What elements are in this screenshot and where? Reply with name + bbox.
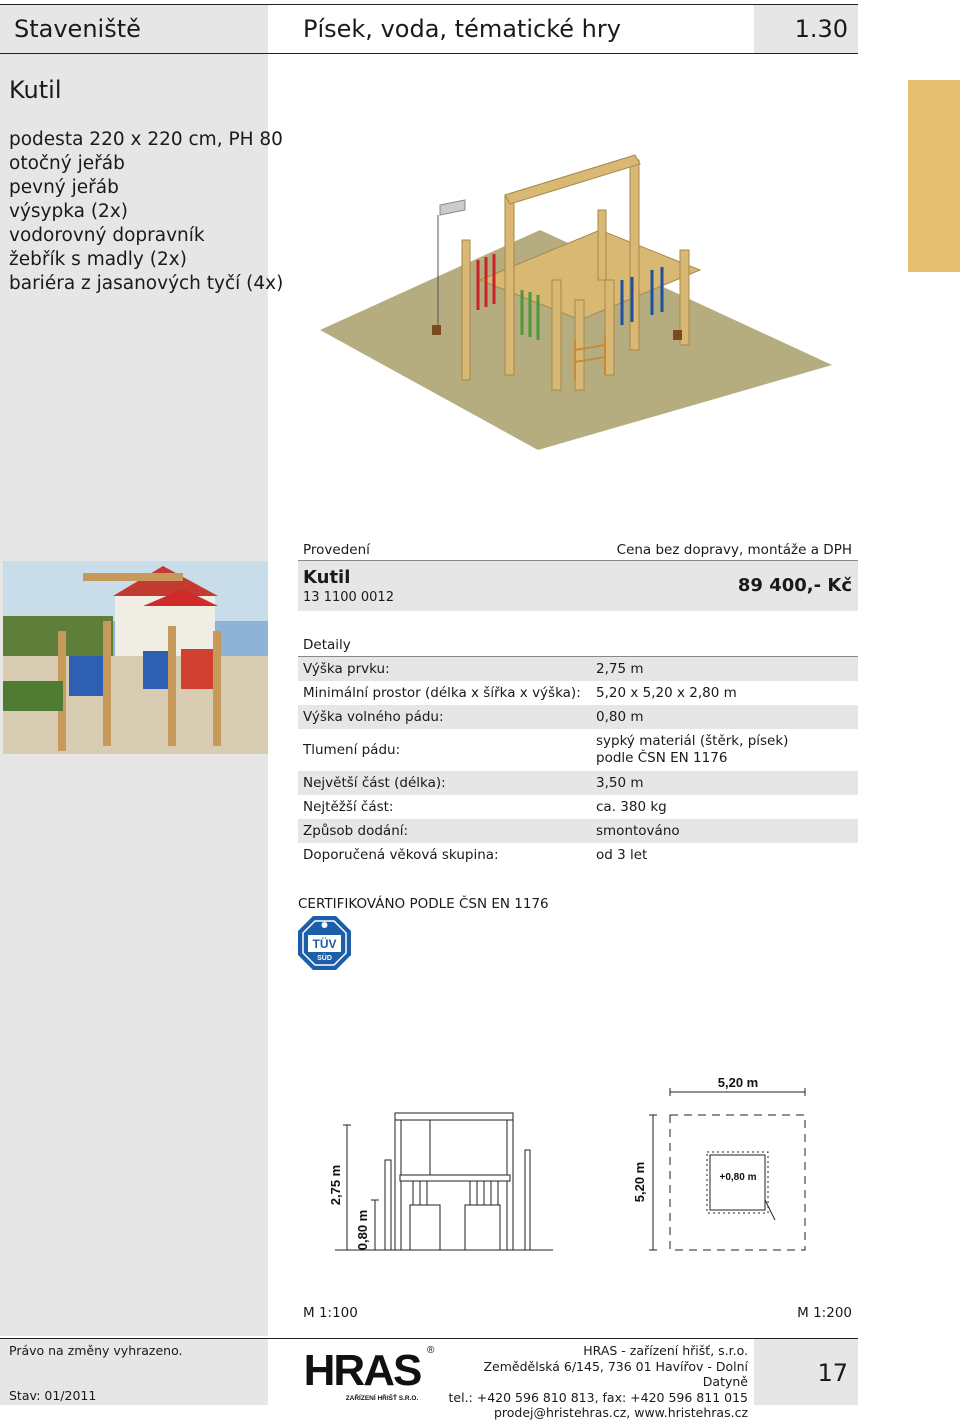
- feature-item: vodorovný dopravník: [9, 225, 205, 246]
- page-footer: [0, 1338, 858, 1420]
- page-number: 17: [817, 1359, 848, 1387]
- product-render: [300, 140, 860, 470]
- company-info: [448, 1343, 748, 1421]
- product-name: Kutil: [9, 76, 62, 104]
- status-note: Stav: 01/2011: [9, 1388, 97, 1403]
- offer-box: [298, 560, 858, 611]
- tuv-logo-text: TÜV: [312, 937, 337, 951]
- hras-logo-text: HRAS: [303, 1346, 421, 1395]
- price-value: 89 400,- Kč: [737, 575, 852, 596]
- company-contact: prodej@hristehras.cz, www.hristehras.cz: [493, 1405, 748, 1420]
- product-photo: [3, 561, 268, 754]
- variant-name: Kutil: [303, 567, 351, 588]
- page-code: 1.30: [794, 15, 848, 43]
- feature-item: žebřík s madly (2x): [9, 249, 187, 270]
- detail-row: Nejtěžší část: ca. 380 kg: [303, 799, 667, 815]
- detail-row: Doporučená věková skupina: od 3 let: [303, 847, 648, 863]
- plan-scale: M 1:200: [797, 1305, 852, 1321]
- tuv-logo-sub: SÜD: [317, 955, 332, 962]
- registered-mark: ®: [427, 1345, 435, 1356]
- detail-row: Tlumení pádu: sypký materiál (štěrk, písek) podle ČSN EN 1176: [303, 733, 789, 766]
- section-title: Staveniště: [14, 15, 141, 43]
- hras-logo-sub: ZAŘÍZENÍ HŘIŠŤ S.R.O.: [345, 1395, 419, 1402]
- hras-logo-icon: [300, 1341, 435, 1403]
- detail-row: Minimální prostor (délka x šířka x výška): 5,20 x 5,20 x 2,80 m: [303, 685, 737, 701]
- category-title: Písek, voda, tématické hry: [303, 15, 621, 43]
- company-address: Zemědělská 6/145, 736 01 Havířov - Dolní Datyně: [483, 1358, 748, 1389]
- feature-item: výsypka (2x): [9, 201, 128, 222]
- detail-row: Způsob dodání: smontováno: [298, 819, 858, 843]
- feature-list: [9, 128, 283, 296]
- chapter-tab: [908, 80, 960, 272]
- feature-item: pevný jeřáb: [9, 177, 119, 198]
- price-label: Cena bez dopravy, montáže a DPH: [616, 542, 852, 558]
- feature-item: bariéra z jasanových tyčí (4x): [9, 273, 284, 294]
- detail-row: Výška prvku: 2,75 m: [298, 657, 858, 681]
- front-height-label: 2,75 m: [328, 1164, 343, 1206]
- company-name: HRAS - zařízení hřišť, s.r.o.: [583, 1343, 748, 1358]
- page-header: [0, 4, 858, 54]
- plan-drawing: [625, 1070, 825, 1260]
- front-elevation-drawing: [325, 1105, 555, 1255]
- feature-item: otočný jeřáb: [9, 153, 125, 174]
- plan-width-label: 5,20 m: [717, 1075, 759, 1090]
- front-scale: M 1:100: [303, 1305, 358, 1321]
- provedeni-label: Provedení: [303, 542, 370, 558]
- details-table: [298, 632, 858, 867]
- company-phone: tel.: +420 596 810 813, fax: +420 596 811 015: [448, 1389, 748, 1405]
- feature-item: podesta 220 x 220 cm, PH 80: [9, 129, 283, 150]
- details-title: Detaily: [303, 637, 351, 653]
- platform-height-label: +0,80 m: [719, 1172, 757, 1183]
- product-code: 13 1100 0012: [303, 590, 394, 605]
- plan-depth-label: 5,20 m: [632, 1161, 647, 1203]
- certification-text: CERTIFIKOVÁNO PODLE ČSN EN 1176: [298, 896, 549, 912]
- detail-row: Výška volného pádu: 0,80 m: [298, 705, 858, 729]
- rights-note: Právo na změny vyhrazeno.: [9, 1343, 183, 1358]
- tuv-logo-icon: [297, 915, 352, 971]
- front-fall-label: 0,80 m: [355, 1209, 370, 1251]
- detail-row: Největší část (délka): 3,50 m: [298, 771, 858, 795]
